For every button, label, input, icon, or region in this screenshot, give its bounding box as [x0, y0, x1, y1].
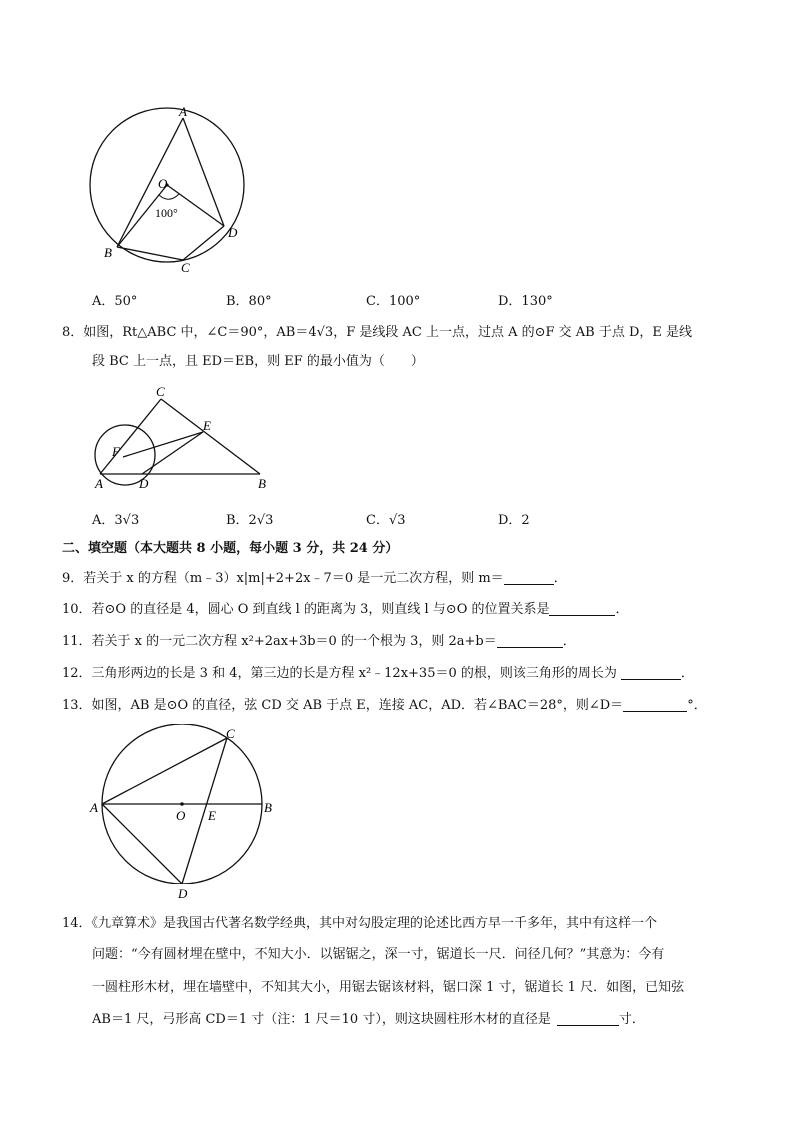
q8-option-c: C．√3: [366, 513, 406, 528]
q11-line: [62, 632, 576, 652]
q7-label-O: O: [158, 176, 168, 191]
q8-label-C: C: [156, 384, 165, 399]
q14-end: 寸．: [618, 1012, 645, 1027]
q7-angle-label: 100°: [155, 206, 178, 220]
q7-angle-arc: [159, 194, 179, 199]
q14-text-line2: 问题：“今有圆材埋在壁中，不知大小．以锯锯之，深一寸，锯道长一尺．问径几何？”其意为：今有: [92, 947, 665, 962]
q14-text-line4: AB＝1 尺，弓形高 CD＝1 寸（注：1 尺＝10 寸），则这块圆柱形木材的直径是: [92, 1012, 551, 1027]
q8-option-a: A．3√3: [92, 513, 140, 528]
q12-blank[interactable]: [621, 665, 681, 680]
q8-label-A: A: [95, 476, 103, 491]
q12-text: 12．三角形两边的长是 3 和 4，第三边的长是方程 x²﹣12x+35＝0 的根，则该三角形的周长为: [62, 666, 617, 681]
q13-figure: [86, 724, 286, 884]
q7-figure: [80, 100, 270, 280]
q9-blank[interactable]: [504, 570, 554, 585]
q8-seg-DE: [142, 432, 203, 474]
section2-title: 二、填空题（本大题共 8 小题，每小题 3 分，共 24 分）: [62, 541, 399, 556]
q13-label-A: A: [90, 800, 98, 815]
q8-option-d: D．2: [498, 513, 530, 528]
q7-option-b: B．80°: [226, 294, 272, 309]
q13-text: 13．如图，AB 是⊙O 的直径，弦 CD 交 AB 于点 E，连接 AC，AD．若∠BAC＝28°，则∠D＝: [62, 698, 624, 713]
q8-figure: [85, 382, 285, 494]
q7-label-B: B: [104, 245, 112, 260]
q13-label-O: O: [176, 808, 186, 823]
q7-option-d: D．130°: [498, 294, 553, 309]
q8-label-E: E: [203, 418, 211, 433]
q13-line: [62, 696, 707, 716]
q7-seg-BC: [117, 247, 183, 260]
q7-seg-AD: [183, 118, 224, 226]
q13-figure-label-d: [176, 884, 196, 902]
q8-seg-AC: [100, 399, 161, 474]
q13-seg-CD: [182, 738, 227, 884]
q8-seg-FE: [123, 432, 203, 457]
q9-text: 9．若关于 x 的方程（m﹣3）x|m|+2+2x﹣7＝0 是一元二次方程，则 m＝: [62, 571, 504, 586]
q8-label-B: B: [258, 476, 266, 491]
q9-line: [62, 569, 567, 589]
q11-blank[interactable]: [497, 633, 563, 648]
q9-end: ．: [553, 571, 567, 586]
q14-text-line1: 14．《九章算术》是我国古代著名数学经典，其中对勾股定理的论述比西方早一千多年，其中有这样一个: [62, 916, 658, 931]
q14-text-line3: 一圆柱形木材，埋在墙壁中，不知其大小，用锯去锯该材料，锯口深 1 寸，锯道长 1 尺．如图，已知弦: [92, 980, 685, 995]
q7-label-C: C: [181, 260, 190, 275]
q10-line: [62, 600, 629, 620]
q13-label-C: C: [226, 726, 235, 741]
q7-option-a: A．50°: [92, 294, 138, 309]
q13-label-E: E: [208, 808, 216, 823]
q14-line4: [92, 1010, 645, 1030]
q7-option-c: C．100°: [366, 294, 421, 309]
q8-seg-CB: [161, 399, 260, 474]
q13-blank[interactable]: [623, 697, 687, 712]
q12-end: ．: [680, 666, 694, 681]
q10-blank[interactable]: [549, 601, 615, 616]
q13-label-D: D: [178, 886, 188, 901]
q8-label-D: D: [139, 476, 149, 491]
q13-seg-AC: [102, 738, 227, 804]
q7-label-D: D: [228, 225, 238, 240]
q8-option-b: B．2√3: [226, 513, 274, 528]
q7-label-A: A: [179, 104, 187, 119]
q8-text-line2: 段 BC 上一点，且 ED＝EB，则 EF 的最小值为（ ）: [92, 354, 424, 369]
q13-label-B: B: [264, 800, 272, 815]
q8-text-line1: 8．如图，Rt△ABC 中，∠C＝90°，AB＝4√3，F 是线段 AC 上一点，过点 A 的⊙F 交 AB 于点 D，E 是线: [62, 325, 693, 340]
q13-end: °．: [687, 698, 707, 713]
q8-label-F: F: [112, 444, 120, 459]
q14-blank[interactable]: [557, 1011, 619, 1026]
q11-end: ．: [562, 634, 576, 649]
q10-text: 10．若⊙O 的直径是 4，圆心 O 到直线 l 的距离为 3，则直线 l 与⊙O 的位置关系是: [62, 602, 550, 617]
q10-end: ．: [615, 602, 629, 617]
q11-text: 11．若关于 x 的一元二次方程 x²+2ax+3b＝0 的一个根为 3，则 2a+b＝: [62, 634, 497, 649]
q12-line: [62, 664, 694, 684]
q13-seg-AD: [102, 804, 182, 884]
q13-center-dot: [180, 802, 184, 806]
q7-seg-AB: [117, 118, 183, 247]
